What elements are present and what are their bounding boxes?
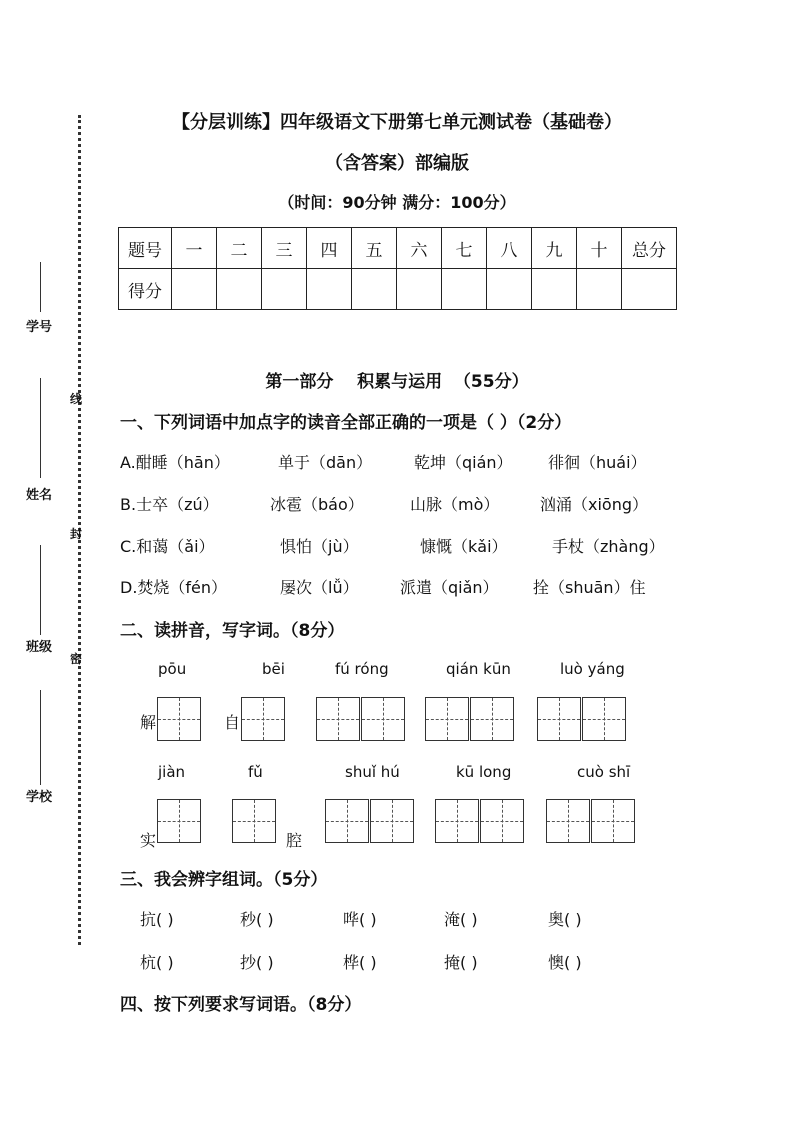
score-cell[interactable] bbox=[532, 269, 577, 310]
char-pair-item[interactable]: 掩( ) bbox=[444, 953, 478, 972]
char-pair-item[interactable]: 奥( ) bbox=[548, 910, 582, 929]
option-b-3: 山脉（mò） bbox=[410, 495, 500, 514]
score-row-label: 得分 bbox=[119, 269, 172, 310]
writing-box[interactable] bbox=[582, 697, 626, 741]
score-cell[interactable] bbox=[577, 269, 622, 310]
writing-box[interactable] bbox=[425, 697, 469, 741]
option-a-1: A.酣睡（hān） bbox=[120, 453, 230, 472]
char-pair-item[interactable]: 杭( ) bbox=[140, 953, 174, 972]
writing-box[interactable] bbox=[435, 799, 479, 843]
option-c-4: 手杖（zhàng） bbox=[552, 537, 665, 556]
score-cell[interactable] bbox=[172, 269, 217, 310]
table-header-cell: 一 bbox=[172, 228, 217, 269]
option-b-1: B.士卒（zú） bbox=[120, 495, 219, 514]
question-3-stem: 三、我会辨字组词。（5分） bbox=[120, 870, 328, 890]
score-cell[interactable] bbox=[622, 269, 677, 310]
table-header-cell: 三 bbox=[262, 228, 307, 269]
writing-box[interactable] bbox=[325, 799, 369, 843]
pinyin-label: qián kūn bbox=[446, 660, 511, 678]
class-line[interactable] bbox=[40, 545, 41, 635]
option-d-3: 派遣（qiǎn） bbox=[400, 578, 499, 597]
name-label: 姓名 bbox=[26, 488, 53, 503]
writing-box[interactable] bbox=[480, 799, 524, 843]
writing-box[interactable] bbox=[470, 697, 514, 741]
writing-box[interactable] bbox=[316, 697, 360, 741]
option-a-2: 单于（dān） bbox=[278, 453, 373, 472]
prefix-char: 解 bbox=[140, 713, 157, 732]
option-c-2: 惧怕（jù） bbox=[280, 537, 359, 556]
pinyin-label: pōu bbox=[158, 660, 187, 678]
pinyin-label: luò yáng bbox=[560, 660, 625, 678]
score-cell[interactable] bbox=[487, 269, 532, 310]
score-table bbox=[118, 227, 677, 310]
prefix-char: 腔 bbox=[286, 831, 303, 850]
writing-box[interactable] bbox=[157, 799, 201, 843]
char-pair-item[interactable]: 哗( ) bbox=[343, 910, 377, 929]
table-header-cell: 七 bbox=[442, 228, 487, 269]
writing-box[interactable] bbox=[537, 697, 581, 741]
table-header-cell: 总分 bbox=[622, 228, 677, 269]
table-header-cell: 十 bbox=[577, 228, 622, 269]
name-line[interactable] bbox=[40, 378, 41, 478]
exam-info: （时间：90分钟 满分：100分） bbox=[278, 193, 516, 212]
page-subtitle: （含答案）部编版 bbox=[325, 153, 469, 174]
char-pair-item[interactable]: 淹( ) bbox=[444, 910, 478, 929]
option-d-1: D.焚烧（fén） bbox=[120, 578, 228, 597]
page-title: 【分层训练】四年级语文下册第七单元测试卷（基础卷） bbox=[172, 112, 622, 133]
seal-mark-xian: 线 bbox=[70, 392, 83, 406]
table-header-cell: 二 bbox=[217, 228, 262, 269]
writing-box[interactable] bbox=[361, 697, 405, 741]
score-table-score-row bbox=[119, 269, 677, 310]
option-d-4: 拴（shuān）住 bbox=[533, 578, 646, 597]
score-cell[interactable] bbox=[262, 269, 307, 310]
score-table-header-row bbox=[119, 228, 677, 269]
school-line[interactable] bbox=[40, 690, 41, 785]
table-header-cell: 五 bbox=[352, 228, 397, 269]
score-cell[interactable] bbox=[307, 269, 352, 310]
pinyin-label: fú róng bbox=[335, 660, 389, 678]
pinyin-label: bēi bbox=[262, 660, 285, 678]
writing-box[interactable] bbox=[370, 799, 414, 843]
student-id-line[interactable] bbox=[40, 262, 41, 312]
question-2-stem: 二、读拼音，写字词。（8分） bbox=[120, 621, 345, 641]
school-label: 学校 bbox=[26, 790, 53, 805]
char-pair-item[interactable]: 懊( ) bbox=[548, 953, 582, 972]
section-heading: 第一部分 积累与运用 （55分） bbox=[265, 372, 529, 392]
table-header-cell: 四 bbox=[307, 228, 352, 269]
table-header-cell: 六 bbox=[397, 228, 442, 269]
writing-box[interactable] bbox=[546, 799, 590, 843]
prefix-char: 自 bbox=[224, 713, 241, 732]
option-a-3: 乾坤（qián） bbox=[414, 453, 513, 472]
writing-box[interactable] bbox=[241, 697, 285, 741]
table-header-cell: 题号 bbox=[119, 228, 172, 269]
writing-box[interactable] bbox=[591, 799, 635, 843]
writing-box[interactable] bbox=[157, 697, 201, 741]
pinyin-label: kū long bbox=[456, 763, 512, 781]
option-a-4: 徘徊（huái） bbox=[548, 453, 647, 472]
pinyin-label: fǔ bbox=[248, 763, 263, 781]
writing-box[interactable] bbox=[232, 799, 276, 843]
table-header-cell: 八 bbox=[487, 228, 532, 269]
question-1-stem: 一、下列词语中加点字的读音全部正确的一项是（ ）（2分） bbox=[120, 413, 572, 433]
pinyin-label: jiàn bbox=[158, 763, 186, 781]
option-b-4: 汹涌（xiōng） bbox=[540, 495, 649, 514]
option-c-3: 慷慨（kǎi） bbox=[420, 537, 508, 556]
question-4-stem: 四、按下列要求写词语。（8分） bbox=[120, 995, 362, 1015]
score-cell[interactable] bbox=[397, 269, 442, 310]
score-cell[interactable] bbox=[352, 269, 397, 310]
char-pair-item[interactable]: 抗( ) bbox=[140, 910, 174, 929]
prefix-char: 实 bbox=[140, 831, 157, 850]
table-header-cell: 九 bbox=[532, 228, 577, 269]
score-cell[interactable] bbox=[442, 269, 487, 310]
char-pair-item[interactable]: 秒( ) bbox=[240, 910, 274, 929]
pinyin-label: cuò shī bbox=[577, 763, 631, 781]
student-id-label: 学号 bbox=[26, 320, 53, 335]
score-cell[interactable] bbox=[217, 269, 262, 310]
seal-mark-feng: 封 bbox=[70, 527, 83, 541]
option-d-2: 屡次（lǚ） bbox=[280, 578, 359, 597]
class-label: 班级 bbox=[26, 640, 53, 655]
option-b-2: 冰雹（báo） bbox=[270, 495, 364, 514]
char-pair-item[interactable]: 桦( ) bbox=[343, 953, 377, 972]
char-pair-item[interactable]: 抄( ) bbox=[240, 953, 274, 972]
pinyin-label: shuǐ hú bbox=[345, 763, 400, 781]
seal-mark-mi: 密 bbox=[70, 652, 83, 666]
option-c-1: C.和蔼（ǎi） bbox=[120, 537, 215, 556]
